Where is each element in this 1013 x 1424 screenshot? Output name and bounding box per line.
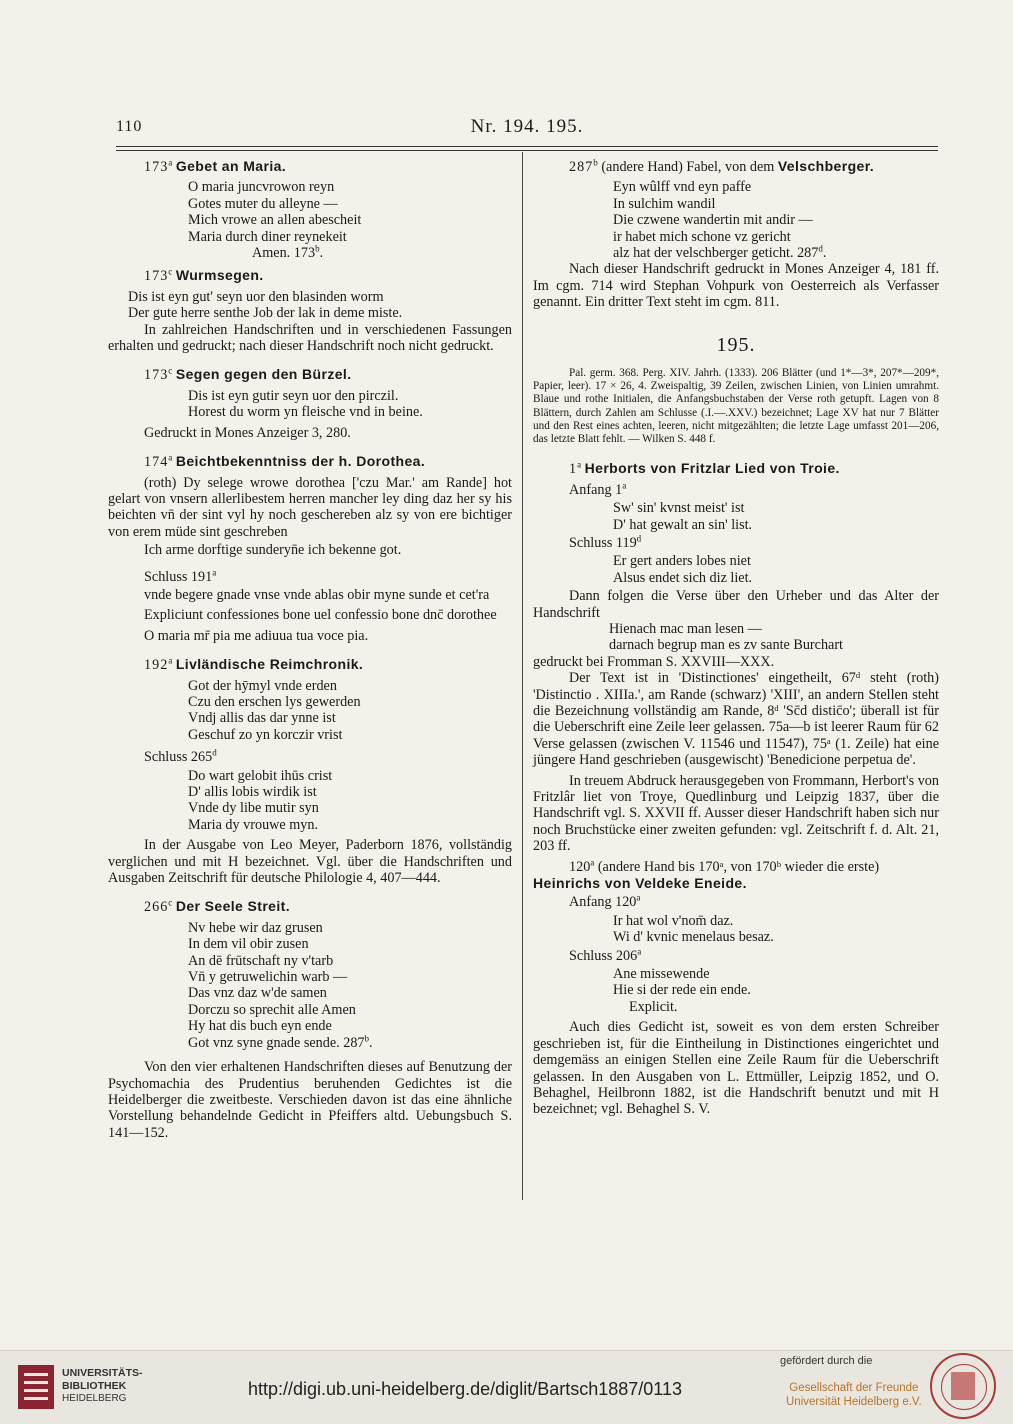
text-paragraph: (roth) Dy selege wrowe dorothea ['czu Mar.' am Rande] hot gelart von vnsern allerlibestem herren mancher ley ding daz her sy his beichten vn̄ der sint vyl hy noch geschereben alz sy von ere bichtiger von erem müde sint geschreben: [108, 474, 512, 540]
verse-line: Maria dy vrouwe myn.: [188, 816, 319, 833]
section-intro-120a: 120$^a$ (andere Hand bis 170ᵃ, von 170ᵇ wieder die erste): [569, 856, 880, 875]
verse-line: Ir hat wol v'nom̄ daz.: [613, 912, 734, 929]
library-logo-icon: [18, 1365, 54, 1409]
verse-line: ir habet mich schone vz gericht: [613, 228, 791, 245]
text-paragraph: Dann folgen die Verse über den Urheber und das Alter der Handschrift: [533, 588, 939, 621]
section-heading-173c-2: 173$^c$ Segen gegen den Bürzel.: [144, 365, 352, 384]
left-column: [108, 158, 512, 1145]
verse-line: Wi d' kvnic menelaus besaz.: [613, 929, 774, 946]
section-heading-1a: 1$^a$ Herborts von Fritzlar Lied von Troie.: [569, 459, 840, 478]
verse-line: Czu den erschen lys gewerden: [188, 693, 361, 710]
schluss-label: Schluss 119$^d$: [569, 533, 642, 551]
verse-line: Vndj allis das dar ynne ist: [188, 710, 336, 727]
text-paragraph: vnde begere gnade vnse vnde ablas obir myne sunde et cet'ra: [144, 586, 490, 603]
library-name: UNIVERSITÄTS- BIBLIOTHEK HEIDELBERG: [62, 1367, 143, 1404]
verse-line: Nv hebe wir daz grusen: [188, 919, 323, 936]
right-column: [533, 158, 939, 1122]
header-rule-thin: [116, 150, 938, 151]
section-heading-287b: 287$^b$ (andere Hand) Fabel, von dem Velschberger.: [569, 157, 875, 175]
university-seal-icon: [930, 1353, 996, 1419]
section-heading-eneide: Heinrichs von Veldeke Eneide.: [533, 875, 747, 892]
society-name: Gesellschaft der Freunde Universität Heidelberg e.V.: [786, 1382, 922, 1408]
header-rule: [116, 146, 938, 147]
verse-line: Maria durch diner reynekeit: [188, 228, 347, 245]
verse-line: Hie si der rede ein ende.: [613, 982, 751, 999]
text-paragraph: Expliciunt confessiones bone uel confessio bone dnc̄ dorothee: [144, 607, 497, 624]
funded-by-label: gefördert durch die: [780, 1355, 873, 1367]
section-heading-173a: 173$^a$ Gebet an Maria.: [144, 157, 287, 175]
verse-line: Der gute herre senthe Job der lak in deme miste.: [128, 305, 403, 322]
verse-line: Ane missewende: [613, 966, 710, 983]
verse-line: Amen. 173$^b$.: [252, 243, 324, 262]
text-paragraph: In treuem Abdruck herausgegeben von Frommann, Herbort's von Fritzlâr liet von Troye, Quedlinburg und Leipzig 1837, über die Handschrift vgl. S. XXVII ff. Ausser dieser Handschrift haben sich nur noch Bruchstücke einer zweiten gefunden: vgl. Zeitschrift f. d. Alt. 21, 203 ff.: [533, 772, 939, 855]
verse-line: Mich vrowe an allen abescheit: [188, 212, 362, 229]
note-paragraph: Auch dies Gedicht ist, soweit es von dem ersten Schreiber geschrieben ist, für die Eintheilung in Distinctiones eingerichtet und demgemäss an einigen Stellen eine Zeile Raum für die Ueberschrift gelassen. In den Ausgaben von L. Ettmüller, Leipzig 1852, und O. Behaghel, Heilbronn 1882, ist die Handschrift benutzt und mit H bezeichnet; vgl. Behaghel S. V.: [533, 1019, 939, 1118]
anfang-label: Anfang 1$^a$: [569, 479, 627, 498]
verse-line: Eyn wûlff vnd eyn paffe: [613, 179, 752, 196]
text-line: gedruckt bei Fromman S. XXVIII—XXX.: [533, 653, 775, 670]
note-paragraph: Gedruckt in Mones Anzeiger 3, 280.: [144, 424, 351, 441]
verse-line: Vnde dy libe mutir syn: [188, 800, 319, 817]
verse-line: Explicit.: [629, 998, 678, 1015]
permalink-url[interactable]: http://digi.ub.uni-heidelberg.de/diglit/Bartsch1887/0113: [248, 1379, 682, 1399]
verse-line: alz hat der velschberger geticht. 287$^d$.: [613, 243, 827, 262]
running-head: Nr. 194. 195.: [470, 116, 584, 137]
verse-line: Horest du worm yn fleische vnd in beine.: [188, 404, 423, 421]
verse-line: Alsus endet sich diz liet.: [613, 569, 753, 586]
section-heading-173c: 173$^c$ Wurmsegen.: [144, 266, 264, 285]
verse-line: Dis ist eyn gutir seyn uor den pirczil.: [188, 387, 399, 404]
verse-line: Gotes muter du alleyne —: [188, 195, 338, 212]
verse-line: Vn̄ y getruwelichin warb —: [188, 969, 348, 986]
verse-block: [108, 179, 512, 261]
anfang-label: Anfang 120$^a$: [569, 892, 641, 911]
schluss-label: Schluss 191$^a$: [144, 566, 217, 585]
verse-line: D' hat gewalt an sin' list.: [613, 516, 753, 533]
section-heading-174a: 174$^a$ Beichtbekenntniss der h. Dorothea.: [144, 452, 426, 471]
note-paragraph: Nach dieser Handschrift gedruckt in Mones Anzeiger 4, 181 ff. Im cgm. 714 wird Stephan Vohpurk von Oesterreich als Verfasser genannt. Ein dritter Text steht im cgm. 811.: [533, 261, 939, 311]
verse-line: Hienach mac man lesen —: [609, 620, 762, 637]
schluss-label: Schluss 206$^a$: [569, 945, 642, 964]
verse-line: Do wart gelobit ihūs crist: [188, 767, 333, 784]
text-line: Ich arme dorftige sunderyn̄e ich bekenne got.: [144, 542, 402, 559]
note-paragraph: In der Ausgabe von Leo Meyer, Paderborn 1876, vollständig verglichen und mit H bezeichnet. Vgl. über die Handschriften und Ausgaben Zeitschrift für deutsche Philologie 4, 407—444.: [108, 837, 512, 887]
schluss-label: Schluss 265$^d$: [144, 747, 217, 766]
verse-line: In sulchim wandil: [613, 195, 716, 212]
footer-bar: [0, 1350, 1013, 1424]
verse-line: Die czwene wandertin mit andir —: [613, 212, 813, 229]
page-number: 110: [116, 118, 143, 135]
section-heading-192a: 192$^a$ Livländische Reimchronik.: [144, 655, 364, 674]
verse-line: Dorczu so sprechit alle Amen: [188, 1001, 356, 1018]
text-paragraph: O maria mr̄ pia me adiuua tua voce pia.: [144, 627, 369, 644]
manuscript-description: Pal. germ. 368. Perg. XIV. Jahrh. (1333). 206 Blätter (und 1*—3*, 207*—209*, Papier, leer). 17 × 26, 4. Zweispaltig, 39 Zeilen, zwischen Linien, von Linien umrahmt. Blaue und rothe Initialen, die Anfangsbuchstaben der Verse roth getupft. Lagen von 8 Blättern, durch Zahlen am Schlusse (.I.—.XXV.) bezeichnet; Lage XV hat nur 7 Blätter und den Rest eines achten, leeren, nicht mitgezählten; die letzte Lage umfasst 201—206, das letzte Blatt fehlt. — Wilken S. 448 f.: [533, 367, 939, 446]
verse-line: Er gert anders lobes niet: [613, 553, 751, 570]
verse-line: Got vnz syne gnade sende. 287$^b$.: [188, 1032, 373, 1051]
verse-line: An dē frūtschaft ny v'tarb: [188, 952, 334, 969]
verse-line: O maria juncvrowon reyn: [188, 179, 335, 196]
verse-line: Geschuf zo yn korczir vrist: [188, 726, 343, 743]
page-header: [116, 118, 938, 142]
verse-line: Dis ist eyn gut' seyn uor den blasinden worm: [128, 288, 384, 305]
verse-line: In dem vil obir zusen: [188, 936, 309, 953]
verse-line: Got der hȳmyl vnde erden: [188, 677, 337, 694]
verse-line: Sw' sin' kvnst meist' ist: [613, 500, 745, 517]
text-paragraph: Der Text ist in 'Distinctiones' eingetheilt, 67ᵈ steht (roth) 'Distinctio . XIIIa.', am Rande (schwarz) 'XIII', an andern Stellen steht die Bezeichnung vollständig am Rande, 8ᵈ 'Sc̄d distic̄o'; überall ist für die Ueberschrift eine Zeile leer gelassen. 75a—b ist leerer Raum für 62 Verse gelassen (zwischen V. 11546 und 11547), 75ᵃ (1. Zeile) hat eine jüngere Hand geschrieben (ausgewischt) 'Benedicione perpetua de'.: [533, 670, 939, 769]
entry-number-195: 195.: [716, 333, 756, 356]
verse-line: Hy hat dis buch eyn ende: [188, 1018, 332, 1035]
verse-line: Das vnz daz w'de samen: [188, 985, 327, 1002]
note-paragraph: In zahlreichen Handschriften und in verschiedenen Fassungen erhalten und gedruckt; nach dieser Handschrift noch nicht gedruckt.: [108, 321, 512, 355]
note-paragraph: Von den vier erhaltenen Handschriften dieses auf Benutzung der Psychomachia des Prudentius beruhenden Gedichtes ist die Heidelberger die zweitbeste. Verschieden davon ist das eine ähnliche Vorstellung behandelnde Gedicht in Pfeiffers altd. Uebungsbuch S. 141—152.: [108, 1059, 512, 1141]
section-heading-266c: 266$^c$ Der Seele Streit.: [144, 897, 291, 916]
verse-line: darnach begrup man es zv sante Burchart: [609, 637, 843, 654]
column-divider: [522, 152, 523, 1200]
verse-line: D' allis lobis wirdik ist: [188, 784, 317, 800]
